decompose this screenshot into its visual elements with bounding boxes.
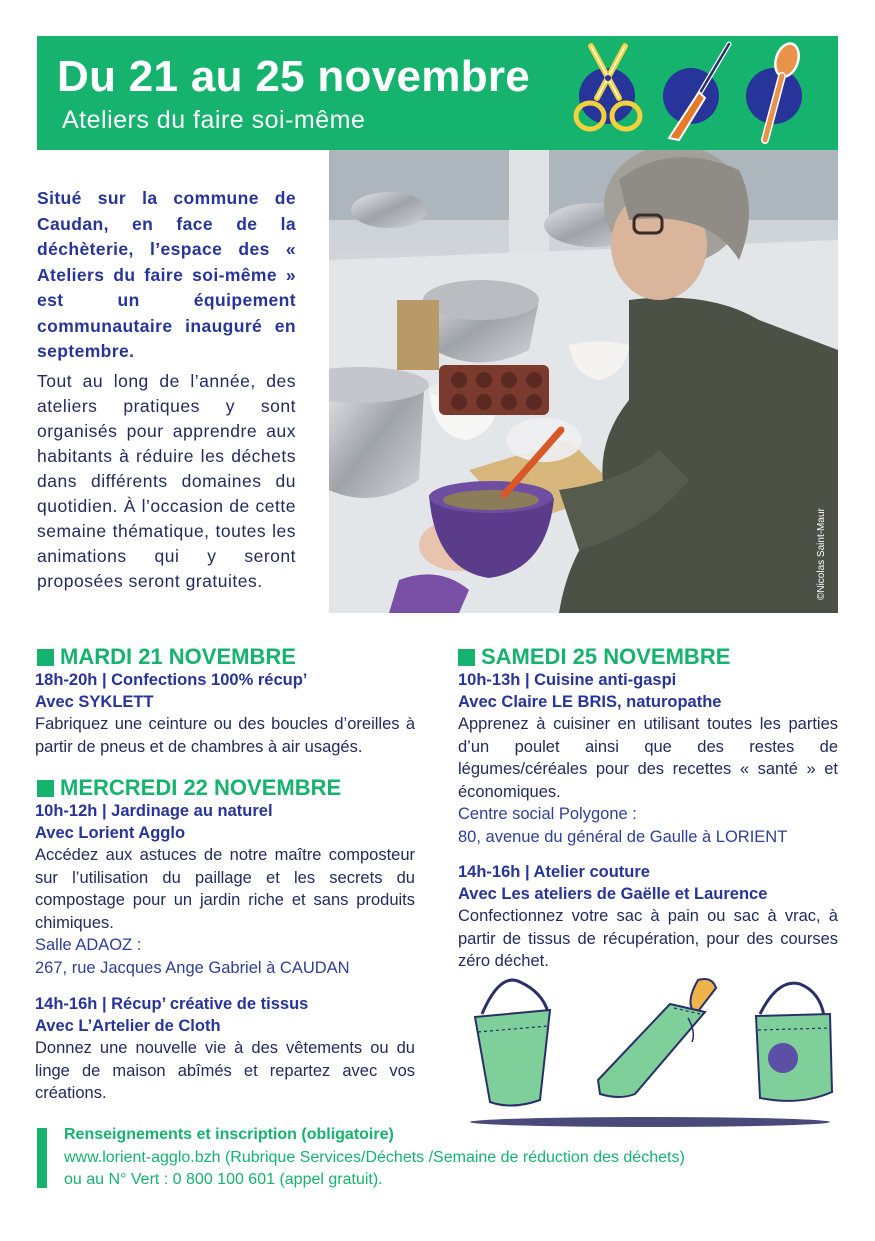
wooden-spoon-icon: [749, 40, 809, 146]
slot-host: Avec SYKLETT: [35, 693, 154, 711]
slot-description: Donnez une nouvelle vie à des vêtements ou du linge de maison abîmés et repartez avec vos créations.: [35, 1039, 415, 1102]
bread-bag-icon: [598, 979, 716, 1097]
slot-description: Apprenez à cuisiner en utilisant toutes les parties d’un poulet ainsi que des restes de légumes/céréales pour des recettes « santé » et économiques.: [458, 715, 838, 801]
bulk-bag-icon: [756, 983, 832, 1101]
slot-time: 10h-12h | Jardinage au naturel: [35, 802, 273, 820]
slot-venue: Centre social Polygone :: [458, 805, 637, 823]
workshop-slot: [35, 993, 415, 1105]
footer-title: Renseignements et inscription (obligatoire): [64, 1126, 394, 1143]
slot-host: Avec Claire LE BRIS, naturopathe: [458, 693, 722, 711]
fabric-bags-illustration: [460, 972, 840, 1132]
day-heading-saturday: [458, 644, 730, 670]
intro-lead: Situé sur la commune de Caudan, en face de la déchèterie, l’espace des « Ateliers du faire soi-même » est un équipement communautaire inauguré en septembre.: [37, 188, 296, 361]
workshop-slot: [458, 861, 838, 973]
slot-description: Accédez aux astuces de notre maître composteur sur l’utilisation du paillage et les secrets du compostage pour un jardin riche et sans produits chimiques.: [35, 846, 415, 932]
workshop-photo-image: [329, 150, 838, 613]
day-label: SAMEDI 25 NOVEMBRE: [481, 644, 731, 669]
slot-time: 18h-20h | Confections 100% récup’: [35, 671, 308, 689]
page-title: Du 21 au 25 novembre: [57, 52, 531, 101]
screwdriver-icon: [659, 40, 739, 144]
page-subtitle: Ateliers du faire soi-même: [62, 106, 366, 134]
slot-description: Fabriquez une ceinture ou des boucles d’oreilles à partir de pneus et de chambres à air usagés.: [35, 715, 415, 756]
slot-address: 267, rue Jacques Ange Gabriel à CAUDAN: [35, 958, 350, 977]
slot-host: Avec Lorient Agglo: [35, 824, 186, 842]
slot-address: 80, avenue du général de Gaulle à LORIENT: [458, 827, 788, 846]
workshop-slot: [458, 669, 838, 848]
header-banner: [37, 36, 838, 150]
workshop-photo: [329, 150, 838, 613]
scissors-icon: [573, 40, 643, 140]
slot-description: Confectionnez votre sac à pain ou sac à vrac, à partir de tissus de récupération, pour des courses zéro déchet.: [458, 907, 838, 970]
photo-credit: ©Nicolas Saint-Maur: [816, 508, 827, 600]
intro-body: Tout au long de l’année, des ateliers pratiques y sont organisés pour apprendre aux habitants à réduire les déchets dans différents domaines du quotidien. À l’occasion de cette semaine thématique, toutes les animations qui y seront proposées seront gratuites.: [37, 371, 296, 591]
green-square-icon: [37, 780, 54, 797]
slot-time: 10h-13h | Cuisine anti-gaspi: [458, 671, 677, 689]
slot-host: Avec L’Artelier de Cloth: [35, 1017, 221, 1035]
tote-bag-icon: [475, 980, 550, 1105]
day-label: MERCREDI 22 NOVEMBRE: [60, 775, 342, 800]
footer-website-link[interactable]: www.lorient-agglo.bzh (Rubrique Services/Déchets /Semaine de réduction des déchets): [64, 1149, 685, 1166]
workshop-slot: [35, 669, 415, 758]
slot-venue: Salle ADAOZ :: [35, 936, 142, 954]
green-square-icon: [458, 649, 475, 666]
ground-shadow: [470, 1117, 830, 1127]
slot-host: Avec Les ateliers de Gaëlle et Laurence: [458, 885, 768, 903]
footer-accent-bar: [37, 1128, 47, 1188]
green-square-icon: [37, 649, 54, 666]
day-heading-wednesday: [37, 775, 341, 801]
workshop-slot: [35, 800, 415, 979]
day-heading-tuesday: [37, 644, 296, 670]
slot-time: 14h-16h | Récup’ créative de tissus: [35, 995, 309, 1013]
slot-time: 14h-16h | Atelier couture: [458, 863, 650, 881]
footer-phone: ou au N° Vert : 0 800 100 601 (appel gratuit).: [64, 1171, 383, 1188]
day-label: MARDI 21 NOVEMBRE: [60, 644, 296, 669]
